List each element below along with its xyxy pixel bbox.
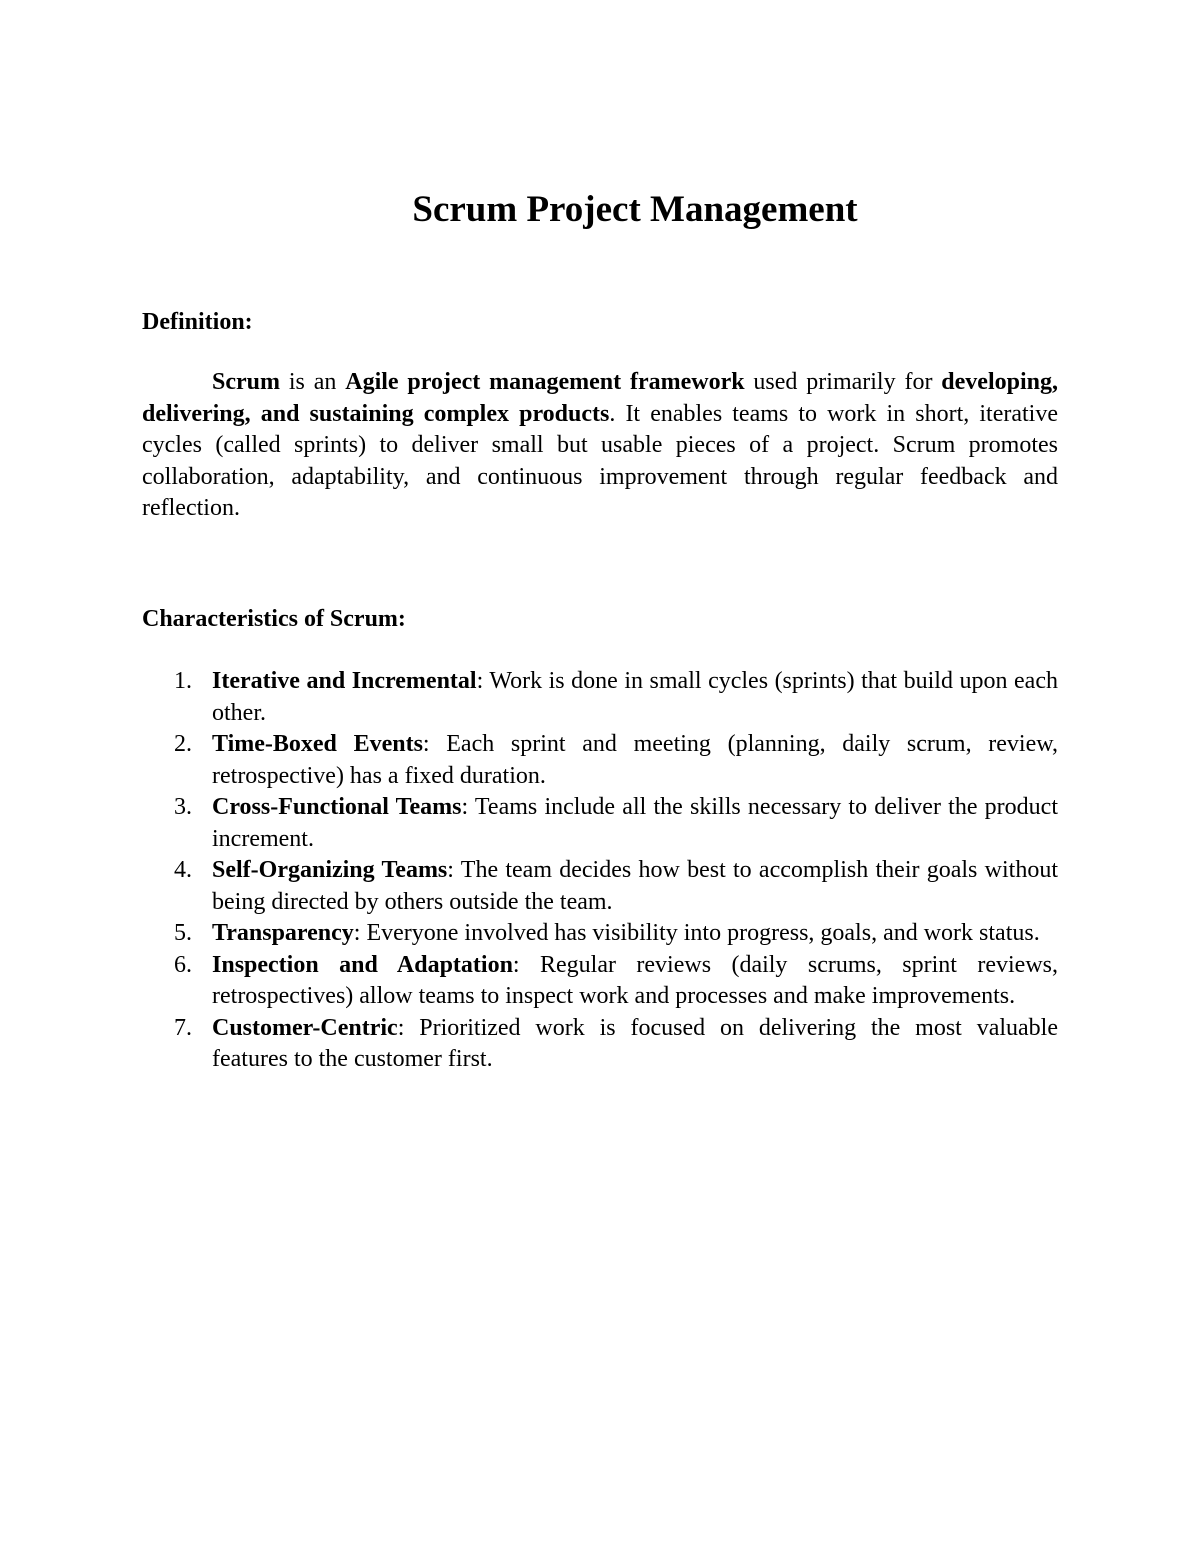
characteristic-item	[142, 855, 1058, 918]
item-description: : Prioritized work is focused on delivering the most valuable features to the customer first.	[212, 1014, 1058, 1072]
characteristic-item	[142, 950, 1058, 1013]
definition-text-3: . It enables teams to work in short, iterative cycles (called sprints) to deliver small but usable pieces of a project. Scrum promotes collaboration, adaptability, and continuous improvement through regular feedback and reflection.	[142, 400, 1058, 521]
definition-term-agile: Agile project management framework	[345, 369, 745, 395]
item-number: 4.	[174, 857, 192, 883]
item-number: 6.	[174, 951, 192, 978]
characteristics-heading: Characteristics of Scrum:	[142, 606, 406, 632]
item-term: Cross-Functional Teams	[212, 794, 462, 820]
item-number: 1.	[174, 668, 192, 694]
item-term: Transparency	[212, 920, 354, 946]
item-term: Time-Boxed Events	[212, 731, 423, 757]
item-term: Inspection and Adaptation	[212, 951, 513, 978]
characteristics-list	[142, 666, 1058, 1076]
characteristic-item	[142, 792, 1058, 855]
item-description: : Work is done in small cycles (sprints) that build upon each other.	[212, 668, 1058, 726]
characteristic-item	[142, 1013, 1058, 1076]
characteristic-item	[142, 666, 1058, 729]
characteristic-item	[142, 918, 1058, 950]
item-number: 5.	[174, 920, 192, 946]
item-number: 7.	[174, 1014, 192, 1041]
item-description: : Teams include all the skills necessary to deliver the product increment.	[212, 794, 1058, 852]
definition-heading: Definition:	[142, 309, 253, 335]
item-term: Self-Organizing Teams	[212, 857, 448, 883]
item-description: : The team decides how best to accomplish their goals without being directed by others outside the team.	[212, 857, 1058, 915]
item-number: 3.	[174, 794, 192, 820]
definition-text-2: used primarily for	[744, 369, 942, 395]
item-term: Iterative and Incremental	[212, 668, 477, 694]
item-description: : Regular reviews (daily scrums, sprint reviews, retrospectives) allow teams to inspect work and processes and make improvements.	[212, 951, 1058, 1009]
definition-term-products: developing, delivering, and sustaining complex products	[142, 369, 1058, 427]
item-number: 2.	[174, 731, 192, 757]
definition-paragraph	[142, 367, 1058, 525]
item-term: Customer-Centric	[212, 1014, 398, 1041]
item-description: : Each sprint and meeting (planning, daily scrum, review, retrospective) has a fixed duration.	[212, 731, 1059, 789]
item-description: : Everyone involved has visibility into progress, goals, and work status.	[353, 920, 1040, 946]
characteristic-item	[142, 729, 1058, 792]
definition-text-1: is an	[280, 369, 346, 395]
definition-term-scrum: Scrum	[212, 369, 280, 395]
document-title: Scrum Project Management	[412, 189, 858, 230]
